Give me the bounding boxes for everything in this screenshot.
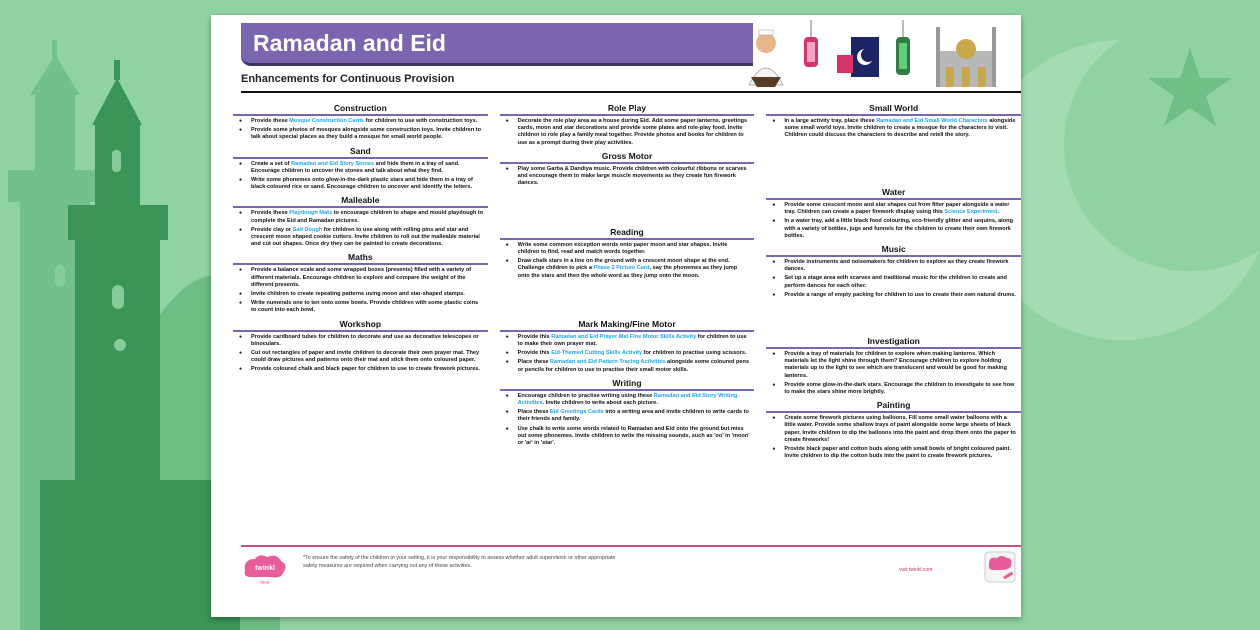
section-malleable (233, 195, 488, 250)
resource-link[interactable]: Mosque Construction Cards (289, 118, 365, 124)
document-page (211, 15, 1021, 617)
resource-link[interactable]: Eid Greetings Cards (550, 409, 604, 416)
list-item: ● Provide this Ramadan and Eid Prayer Mat Fine Motor Skills Activity for children to use to make their own prayer mat. (500, 334, 755, 348)
list-item: ● Provide these Playdough Mats to encourage children to shape and mould playdough to complete the Eid and Ramadan pictures. (233, 210, 488, 224)
list-item: ● Provide a range of empty packing for children to use to create their own natural drums. (766, 292, 1021, 299)
svg-text:twinkl: twinkl (255, 565, 275, 572)
list-item: ● In a large activity tray, place these Ramadan and Eid Small World Characters alongside some small world toys. Invite children to create a mosque for the characters to visit. Children could discuss the characters to describe and retell the story. (766, 118, 1021, 140)
list-item: ● Set up a stage area with scarves and traditional music for the children to create and perform dances for each other. (766, 275, 1021, 289)
section-heading: Malleable (233, 195, 488, 208)
eid-card-icon (837, 37, 879, 77)
header-divider (241, 91, 1021, 93)
header-illustrations (741, 15, 1021, 91)
section-heading: Workshop (233, 319, 488, 332)
list-item: ● Use chalk to write some words related to Ramadan and Eid onto the ground but miss out some phonemes. Invite children to write the missing sounds, such as 'oo' in 'moon' or 'ar' in 'star'. (500, 426, 755, 448)
list-item: ● Create some firework pictures using balloons. Fill some small water balloons with a little water. Provide some shallow trays of paint alongside some large sheets of black paper. Invite children to dip the balloons into the paint and drop them onto the paper to create fireworks! (766, 415, 1021, 444)
section-maths (233, 252, 488, 316)
title-bar (241, 23, 753, 66)
list-item: ● Encourage children to practise writing using these Ramadan and Eid Story Writing Activities. Invite children to write about each picture. (500, 393, 755, 407)
resource-link[interactable]: Ramadan and Eid Prayer Mat Fine Motor Skills Activity (551, 333, 697, 340)
page-title: Ramadan and Eid (253, 30, 446, 56)
list-item: ● Provide clay or Salt Dough for children to use along with rolling pins and star and crescent moon shaped cookie cutters. Invite children to roll out the malleable material and cut out shapes. Once dry they can be painted to create decorations. (233, 227, 488, 249)
section-heading: Reading (500, 227, 755, 240)
twinkl-logo-icon (241, 551, 289, 587)
list-item: ● In a water tray, add a little black food colouring, eco-friendly glitter and sequins, along with a variety of bottles, jugs and funnels for the children to create their own firework bottles. (766, 218, 1021, 240)
resource-link[interactable]: Ramadan and Eid Pattern Tracing Activities (550, 359, 666, 366)
section-mark-making (500, 319, 755, 376)
column-1 (233, 103, 488, 543)
list-item: ● Decorate the role play area as a house during Eid. Add some paper lanterns, greetings cards, moon and star decorations and provide some plates and role-play food. Invite children to role play a family meal together. Provide photos and books for children to use as a prompt during their play activities. (500, 118, 755, 147)
activity-grid (233, 103, 1021, 543)
list-item: ● Provide coloured chalk and black paper for children to use to create firework pictures. (233, 366, 488, 373)
green-lantern-icon (896, 20, 910, 75)
section-small-world (766, 103, 1021, 185)
mosque-icon (936, 27, 996, 87)
resource-link[interactable]: Playdough Mats (289, 210, 333, 217)
list-item: ● Provide black paper and cotton buds along with small bowls of bright coloured paint. Invite children to dip the cotton buds into the paint to create firework pictures. (766, 446, 1021, 460)
list-item: ● Provide a balance scale and some wrapped boxes (presents) filled with a variety of different materials. Encourage children to explore and compare the weight of the different presents. (233, 267, 488, 289)
list-item: ● Provide cardboard tubes for children to decorate and use as decorative telescopes or binoculars. (233, 334, 488, 348)
page-subtitle: Enhancements for Continuous Provision (241, 73, 455, 85)
twinkl-badge-icon (983, 550, 1017, 584)
resource-link[interactable]: Eid-Themed Cutting Skills Activity (551, 350, 643, 357)
section-construction (233, 103, 488, 144)
list-item: ● Draw chalk stars in a line on the ground with a crescent moon shape at the end. Challenge children to pick a Phase 2 Picture Card, say the phonemes as they jump onto the stars and then the whole word as they jump onto the moon. (500, 258, 755, 280)
list-item: ● Cut out rectangles of paper and invite children to decorate their own prayer mat. They could draw pictures and patterns onto their mat and stick them onto coloured paper. (233, 350, 488, 364)
section-heading: Gross Motor (500, 151, 755, 164)
resource-link[interactable]: Phase 2 Picture Card (593, 265, 650, 272)
list-item: ● Provide this Eid-Themed Cutting Skills Activity for children to practise using scissors. (500, 350, 755, 357)
section-writing (500, 378, 755, 449)
section-workshop (233, 319, 488, 376)
list-item: ● Place these Eid Greetings Cards into a writing area and invite children to write cards to their friends and family. (500, 409, 755, 423)
website-link[interactable]: visit twinkl.com (899, 567, 933, 573)
section-role-play (500, 103, 755, 149)
section-heading: Small World (766, 103, 1021, 116)
section-painting (766, 400, 1021, 462)
section-heading: Mark Making/Fine Motor (500, 319, 755, 332)
section-reading (500, 227, 755, 317)
list-item: ● Provide these Mosque Construction Cards for children to use with construction toys. (233, 118, 488, 125)
list-item: ● Write some phonemes onto glow-in-the-dark plastic stars and hide them in a tray of black coloured rice or sand. Encourage children to uncover and identify the letters. (233, 177, 488, 191)
section-heading: Role Play (500, 103, 755, 116)
section-heading: Investigation (766, 336, 1021, 349)
pink-lantern-icon (804, 20, 818, 67)
column-2 (500, 103, 755, 543)
safety-disclaimer: *To ensure the safety of the children in your setting, it is your responsibility to assess whether adult supervision or other appropriate safety measures are required when carrying out any of these activities. (303, 555, 616, 569)
resource-link[interactable]: Science Experiment (944, 209, 998, 216)
footer-divider (241, 545, 1021, 547)
list-item: ● Place these Ramadan and Eid Pattern Tracing Activities alongside some coloured pens or pencils for children to use to practise their small motor skills. (500, 359, 755, 373)
list-item: ● Provide some photos of mosques alongside some construction toys. Invite children to talk about special places as they build a mosque for small world people. (233, 127, 488, 141)
section-heading: Sand (233, 146, 488, 159)
list-item: ● Write numerals one to ten onto some bowls. Provide children with some plastic coins to count into each bowl. (233, 300, 488, 314)
list-item: ● Invite children to create repeating patterns using moon and star-shaped stamps. (233, 291, 488, 298)
section-heading: Construction (233, 103, 488, 116)
list-item: ● Provide some glow-in-the-dark stars. Encourage the children to investigate to see how to make the stars shine more brightly. (766, 382, 1021, 396)
section-music (766, 244, 1021, 334)
section-investigation (766, 336, 1021, 398)
resource-link[interactable]: Ramadan and Eid Story Stones (291, 160, 375, 167)
section-heading: Painting (766, 400, 1021, 413)
section-heading: Water (766, 187, 1021, 200)
resource-link[interactable]: Salt Dough (292, 226, 323, 233)
list-item: ● Provide instruments and noisemakers for children to explore as they create firework dances. (766, 259, 1021, 273)
reading-boy-icon (749, 30, 783, 87)
section-heading: Music (766, 244, 1021, 257)
list-item: ● Play some Garba & Dandiya music. Provide children with colourful ribbons or scarves and encourage them to make large muscle movements as they create fun firework dances. (500, 166, 755, 188)
list-item: ● Provide some crescent moon and star shapes cut from filter paper alongside a water tray. Children can create a paper firework display using this Science Experiment. (766, 202, 1021, 216)
section-sand (233, 146, 488, 194)
svg-text:hive: hive (260, 580, 270, 586)
section-water (766, 187, 1021, 242)
section-heading: Maths (233, 252, 488, 265)
list-item: ● Provide a tray of materials for children to explore when making lanterns. Which materials let the light shine through them? Encourage children to explore holding materials up to the light to see which are translucent and would be good for making lanterns. (766, 351, 1021, 380)
section-heading: Writing (500, 378, 755, 391)
list-item: ● Write some common exception words onto paper moon and star shapes. Invite children to find, read and match words together. (500, 242, 755, 256)
resource-link[interactable]: Ramadan and Eid Story Writing Activities (517, 392, 738, 407)
section-gross-motor (500, 151, 755, 225)
resource-link[interactable]: Ramadan and Eid Small World Characters (876, 118, 988, 124)
column-3 (766, 103, 1021, 543)
list-item: ● Create a set of Ramadan and Eid Story Stones and hide them in a tray of sand. Encourage children to uncover the stones and talk about what they find. (233, 161, 488, 175)
